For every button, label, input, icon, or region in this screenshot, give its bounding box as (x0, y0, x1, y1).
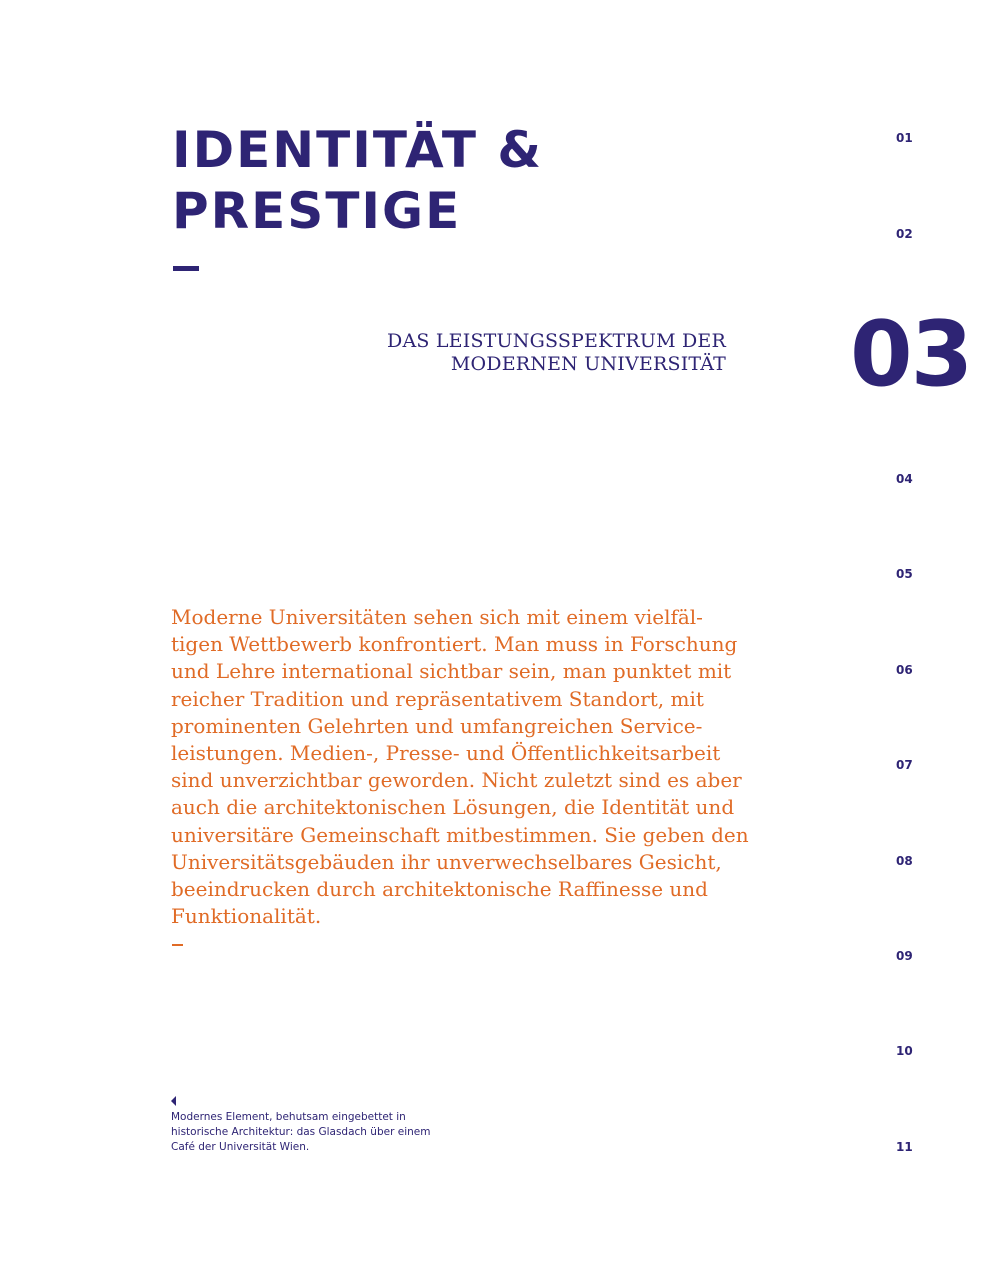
caption-line: Café der Universität Wien. (171, 1141, 310, 1153)
chapter-link-05[interactable]: 05 (896, 567, 913, 581)
chapter-subtitle (387, 330, 726, 376)
chapter-link-11[interactable]: 11 (896, 1140, 913, 1154)
caption-line: historische Architektur: das Glasdach über einem (171, 1126, 431, 1138)
body-line: auch die architektonischen Lösungen, die Identität und (171, 795, 735, 820)
body-line: Funktionalität. (171, 904, 322, 929)
page-title (172, 120, 543, 242)
body-line: leistungen. Medien-, Presse- und Öffentlichkeitsarbeit (171, 741, 721, 766)
body-line: universitäre Gemeinschaft mitbestimmen. Sie geben den (171, 822, 749, 847)
triangle-left-icon (171, 1096, 176, 1106)
chapter-link-04[interactable]: 04 (896, 472, 913, 486)
body-line: reicher Tradition und repräsentativem Standort, mit (171, 686, 704, 711)
image-caption (171, 1110, 430, 1155)
chapter-link-03-active[interactable]: 03 (850, 302, 972, 407)
chapter-link-02[interactable]: 02 (896, 227, 913, 241)
body-line: tigen Wettbewerb konfrontiert. Man muss in Forschung (171, 632, 738, 657)
body-paragraph (171, 604, 751, 930)
page-title-line-2: PRESTIGE (172, 182, 462, 240)
title-dash-divider (173, 266, 199, 271)
chapter-link-10[interactable]: 10 (896, 1044, 913, 1058)
body-line: beeindrucken durch architektonische Raffinesse und (171, 877, 708, 902)
body-line: sind unverzichtbar geworden. Nicht zuletzt sind es aber (171, 768, 742, 793)
body-line: prominenten Gelehrten und umfangreichen Service- (171, 713, 703, 738)
body-end-dash (172, 944, 183, 946)
chapter-link-09[interactable]: 09 (896, 949, 913, 963)
chapter-subtitle-line-2: MODERNEN UNIVERSITÄT (450, 353, 726, 375)
chapter-link-08[interactable]: 08 (896, 854, 913, 868)
caption-line: Modernes Element, behutsam eingebettet in (171, 1111, 406, 1123)
chapter-link-06[interactable]: 06 (896, 663, 913, 677)
page-title-line-1: IDENTITÄT & (172, 121, 543, 179)
body-line: Moderne Universitäten sehen sich mit einem vielfäl- (171, 605, 703, 629)
body-line: und Lehre international sichtbar sein, man punktet mit (171, 659, 732, 684)
chapter-link-07[interactable]: 07 (896, 758, 913, 772)
body-line: Universitätsgebäuden ihr unverwechselbares Gesicht, (171, 849, 722, 874)
chapter-index-nav (850, 0, 996, 1282)
chapter-link-01[interactable]: 01 (896, 131, 913, 145)
chapter-subtitle-line-1: DAS LEISTUNGSSPEKTRUM DER (387, 330, 726, 352)
